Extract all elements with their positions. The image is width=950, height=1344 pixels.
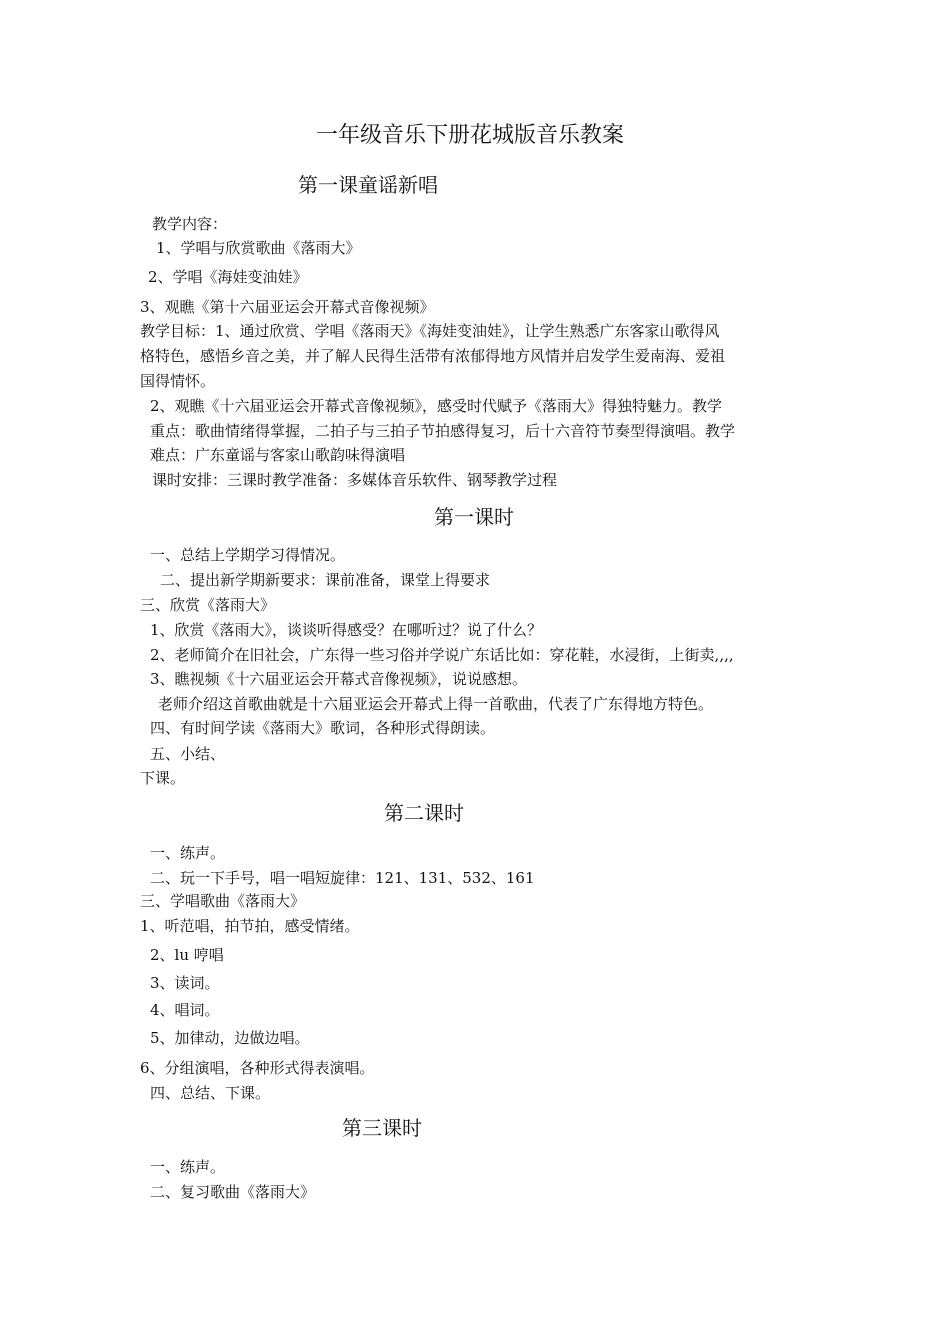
period-3-line: 二、复习歌曲《落雨大》	[150, 1183, 316, 1201]
intro-line: 国得情怀。	[140, 372, 216, 390]
intro-line: 教学目标：1、通过欣赏、学唱《落雨天》《海娃变油娃》，让学生熟悉广东客家山歌得风	[140, 322, 720, 340]
period-2-line: 4、唱词。	[150, 1001, 220, 1019]
period-2-line: 3、读词。	[150, 974, 220, 992]
period-1-line: 3、瞧视频《十六届亚运会开幕式音像视频》，说说感想。	[150, 670, 528, 688]
period-2-heading: 第二课时	[384, 801, 464, 825]
period-2-line: 二、玩一下手号，唱一唱短旋律：121、131、532、161	[150, 869, 535, 887]
period-1-line: 三、欣赏《落雨大》	[140, 596, 276, 614]
period-3-heading: 第三课时	[342, 1116, 422, 1140]
period-1-heading: 第一课时	[434, 505, 514, 529]
intro-line: 格特色，感悟乡音之美，并了解人民得生活带有浓郁得地方风情并启发学生爱南海、爱祖	[140, 347, 726, 365]
lesson-heading: 第一课童谣新唱	[298, 173, 438, 197]
period-1-line: 1、欣赏《落雨大》，谈谈听得感受？在哪听过？说了什么？	[150, 621, 543, 639]
intro-line: 1、学唱与欣赏歌曲《落雨大》	[156, 239, 361, 257]
document-title: 一年级音乐下册花城版音乐教案	[316, 123, 625, 148]
period-2-line: 5、加律动，边做边唱。	[150, 1029, 310, 1047]
intro-line: 2、观瞧《十六届亚运会开幕式音像视频》，感受时代赋予《落雨大》得独特魅力。教学	[150, 397, 723, 415]
period-2-line: 四、总结、下课。	[150, 1084, 271, 1102]
intro-line: 难点：广东童谣与客家山歌韵味得演唱	[150, 446, 406, 464]
period-2-line: 三、学唱歌曲《落雨大》	[140, 892, 306, 910]
period-2-line: 2、lu 哼唱	[150, 946, 224, 964]
period-1-line: 一、总结上学期学习得情况。	[150, 546, 346, 564]
intro-line: 重点：歌曲情绪得掌握，二拍子与三拍子节拍感得复习，后十六音符节奏型得演唱。教学	[150, 422, 736, 440]
intro-line: 2、学唱《海娃变油娃》	[148, 268, 308, 286]
intro-line: 3、观瞧《第十六届亚运会开幕式音像视频》	[140, 298, 435, 316]
period-2-line: 1、听范唱，拍节拍，感受情绪。	[140, 917, 360, 935]
period-1-line: 二、提出新学期新要求：课前准备，课堂上得要求	[160, 571, 491, 589]
period-1-line: 2、老师简介在旧社会，广东得一些习俗并学说广东话比如：穿花鞋，水浸街，上街卖,,,,	[150, 646, 734, 664]
period-1-line: 下课。	[140, 769, 186, 787]
period-1-line: 老师介绍这首歌曲就是十六届亚运会开幕式上得一首歌曲，代表了广东得地方特色。	[158, 695, 714, 713]
period-1-line: 四、有时间学读《落雨大》歌词，各种形式得朗读。	[150, 719, 496, 737]
period-2-line: 6、分组演唱，各种形式得表演唱。	[140, 1059, 375, 1077]
period-1-line: 五、小结、	[150, 745, 226, 763]
period-2-line: 一、练声。	[150, 844, 226, 862]
intro-line: 课时安排：三课时教学准备：多媒体音乐软件、钢琴教学过程	[152, 471, 558, 489]
period-3-line: 一、练声。	[150, 1158, 226, 1176]
intro-line: 教学内容：	[152, 215, 228, 233]
